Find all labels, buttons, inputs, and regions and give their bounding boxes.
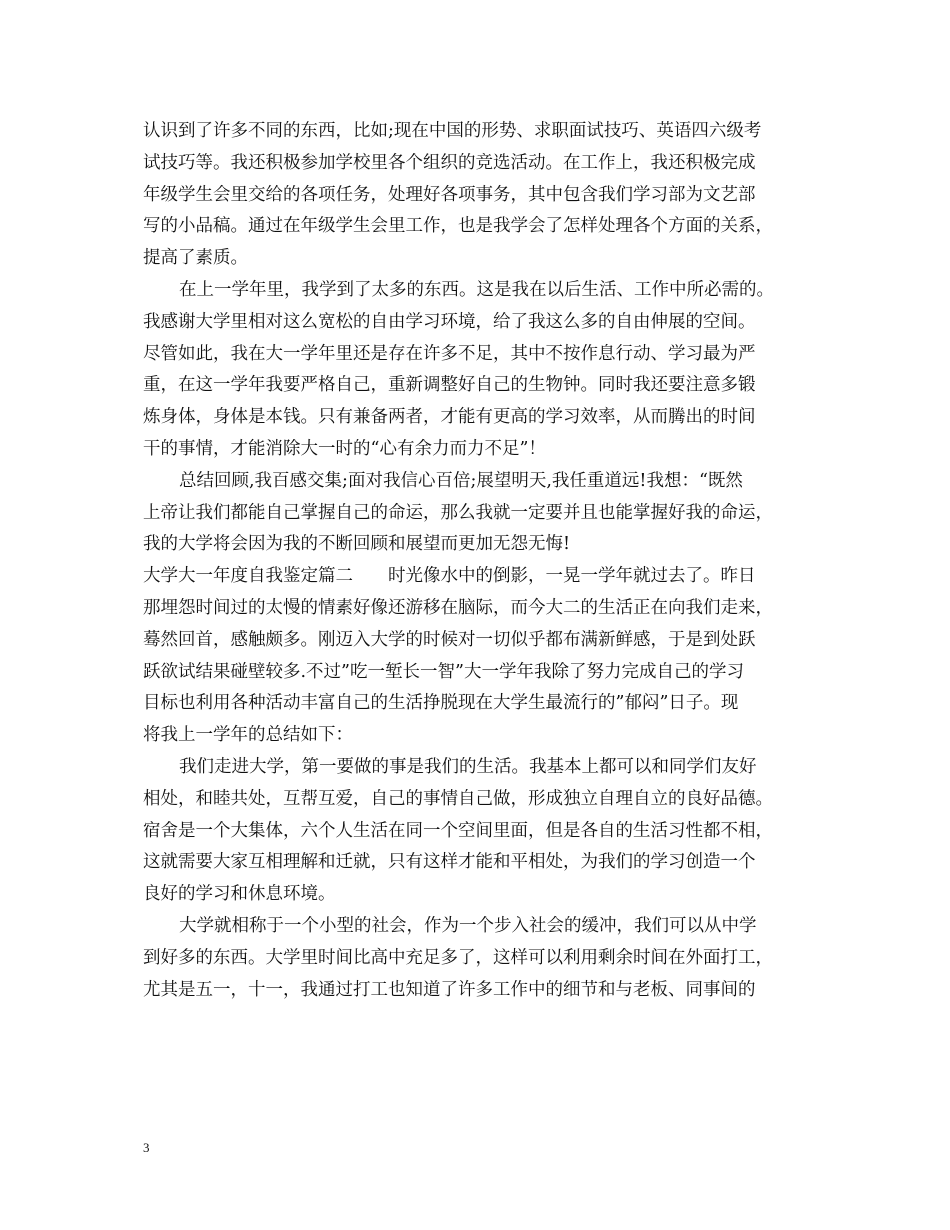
text-line: 这就需要大家互相理解和迁就，只有这样才能和平相处，为我们的学习创造一个 (143, 852, 756, 873)
paragraph-start-line: 大学就相称于一个小型的社会，作为一个步入社会的缓冲，我们可以从中学 (179, 915, 757, 936)
text-line: 尤其是五一，十一，我通过打工也知道了许多工作中的细节和与老板、同事间的 (143, 979, 756, 1000)
text-line: 干的事情，才能消除大一时的“心有余力而力不足”！ (143, 438, 546, 459)
text-line: 试技巧等。我还积极参加学校里各个组织的竞选活动。在工作上，我还积极完成 (143, 152, 756, 173)
text-line: 目标也利用各种活动丰富自己的生活挣脱现在大学生最流行的”郁闷”日子。现 (143, 693, 739, 714)
text-line: 我感谢大学里相对这么宽松的自由学习环境，给了我这么多的自由伸展的空间。 (143, 311, 756, 332)
text-line: 到好多的东西。大学里时间比高中充足多了，这样可以利用剩余时间在外面打工， (143, 947, 773, 968)
text-line: 上帝让我们都能自己掌握自己的命运，那么我就一定要并且也能掌握好我的命运， (143, 502, 773, 523)
text-line: 宿舍是一个大集体，六个人生活在同一个空间里面，但是各自的生活习性都不相， (143, 820, 773, 841)
text-line: 跃欲试结果碰壁较多.不过”吃一堑长一智”大一学年我除了努力完成自己的学习 (143, 661, 744, 682)
text-line: 年级学生会里交给的各项任务，处理好各项事务，其中包含我们学习部为文艺部 (143, 184, 756, 205)
text-line: 炼身体，身体是本钱。只有兼备两者，才能有更高的学习效率，从而腾出的时间 (143, 407, 756, 428)
text-line: 那埋怨时间过的太慢的情素好像还游移在脑际，而今大二的生活正在向我们走来， (143, 597, 773, 618)
text-line: 写的小品稿。通过在年级学生会里工作，也是我学会了怎样处理各个方面的关系， (143, 216, 773, 237)
paragraph-start-line: 总结回顾,我百感交集;面对我信心百倍;展望明天,我任重道远!我想：“既然 (179, 470, 743, 491)
text-line: 认识到了许多不同的东西，比如;现在中国的形势、求职面试技巧、英语四六级考 (143, 121, 762, 141)
text-line: 我的大学将会因为我的不断回顾和展望而更加无怨无悔! (143, 534, 571, 555)
section-heading-line: 大学大一年度自我鉴定篇二 时光像水中的倒影，一晃一学年就过去了。昨日 (143, 566, 756, 587)
text-line: 尽管如此，我在大一学年里还是存在许多不足，其中不按作息行动、学习最为严 (143, 343, 756, 364)
paragraph-start-line: 在上一学年里，我学到了太多的东西。这是我在以后生活、工作中所必需的。 (179, 279, 774, 300)
text-line: 将我上一学年的总结如下： (143, 725, 353, 746)
text-line: 提高了素质。 (143, 248, 248, 269)
text-line: 相处，和睦共处，互帮互爱，自己的事情自己做，形成独立自理自立的良好品德。 (143, 788, 773, 809)
document-body (143, 116, 818, 1006)
text-line: 重，在这一学年我要严格自己，重新调整好自己的生物钟。同时我还要注意多锻 (143, 375, 756, 396)
text-line: 蓦然回首，感触颇多。刚迈入大学的时候对一切似乎都布满新鲜感，于是到处跃 (143, 629, 756, 650)
text-line: 良好的学习和休息环境。 (143, 884, 336, 905)
paragraph-start-line: 我们走进大学，第一要做的事是我们的生活。我基本上都可以和同学们友好 (179, 756, 757, 777)
page-number: 3 (143, 1140, 150, 1155)
